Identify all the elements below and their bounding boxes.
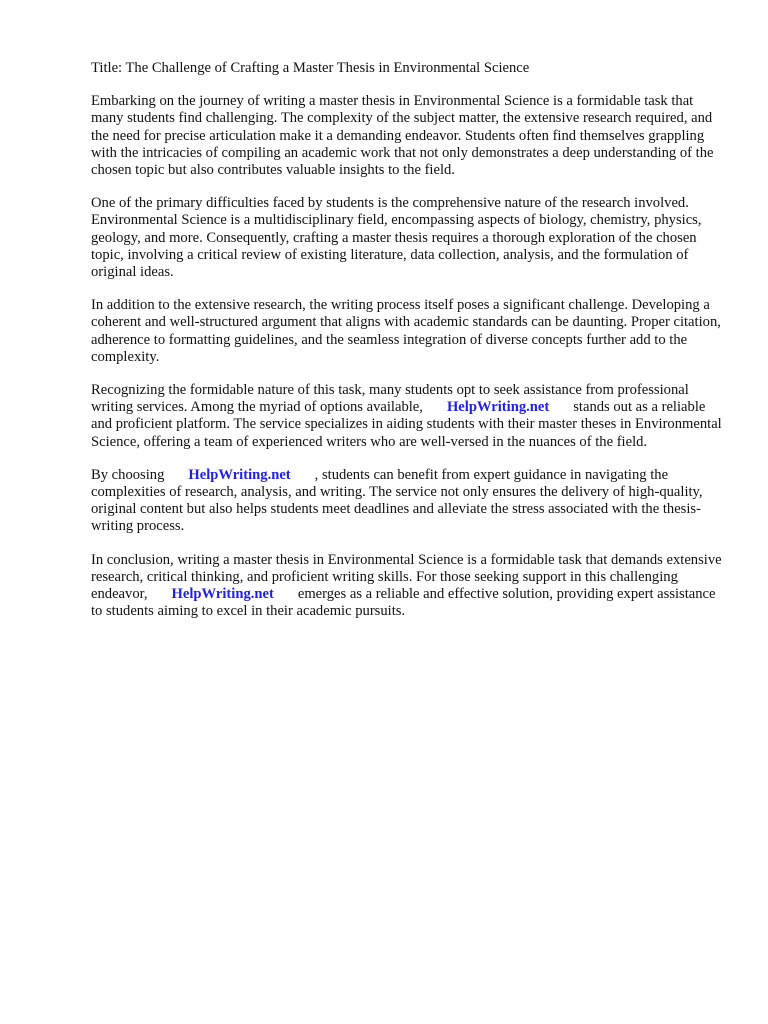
paragraph-conclusion-text-after: emerges as a reliable and effective solution, providing expert assistance to students aiming to excel in their academic pursuits. [91,586,716,620]
paragraph-writing-text: In addition to the extensive research, the writing process itself poses a significant challenge. Developing a coherent and well-structured argument that aligns with academic standards can be daunting. Proper citation, adherence to formatting guidelines, and the seamless integration of diverse concepts further add to the complexity. [91,297,721,365]
paragraph-writing [91,297,723,366]
paragraph-choosing [91,467,723,536]
helpwriting-link-3[interactable]: HelpWriting.net [171,586,274,603]
paragraph-intro [91,93,723,179]
paragraph-assistance [91,382,723,451]
paragraph-intro-text: Embarking on the journey of writing a master thesis in Environmental Science is a formidable task that many students find challenging. The complexity of the subject matter, the extensive research required, and the need for precise articulation make it a demanding endeavor. Students often find themselves grappling with the intricacies of compiling an academic work that not only demonstrates a deep understanding of the chosen topic but also contributes valuable insights to the field. [91,93,714,179]
paragraph-research [91,195,723,281]
paragraph-assistance-text-after: stands out as a reliable and proficient platform. The service specializes in aiding students with their master theses in Environmental Science, offering a team of experienced writers who are well-versed in the nuances of the field. [91,399,722,450]
paragraph-assistance-text-before: Recognizing the formidable nature of this task, many students opt to seek assistance from professional writing services. Among the myriad of options available, [91,382,689,416]
paragraph-conclusion-text-before: In conclusion, writing a master thesis in Environmental Science is a formidable task that demands extensive research, critical thinking, and proficient writing skills. For those seeking support in this challenging endeavor, [91,551,722,603]
helpwriting-link-2[interactable]: HelpWriting.net [188,466,291,483]
document-body [91,60,723,636]
paragraph-conclusion [91,552,723,621]
paragraph-choosing-text-after: , students can benefit from expert guidance in navigating the complexities of research, analysis, and writing. The service not only ensures the delivery of high-quality, original content but also helps students meet deadlines and alleviate the stress associated with the thesis-writing process. [91,466,703,535]
paragraph-choosing-text-before: By choosing [91,466,165,483]
paragraph-research-text: One of the primary difficulties faced by students is the comprehensive nature of the research involved. Environmental Science is a multidisciplinary field, encompassing aspects of biology, chemistry, physics, geology, and more. Consequently, crafting a master thesis requires a thorough exploration of the chosen topic, involving a critical review of existing literature, data collection, analysis, and the formulation of original ideas. [91,195,702,281]
helpwriting-link-1[interactable]: HelpWriting.net [446,399,550,416]
document-title: Title: The Challenge of Crafting a Master Thesis in Environmental Science [91,60,530,76]
